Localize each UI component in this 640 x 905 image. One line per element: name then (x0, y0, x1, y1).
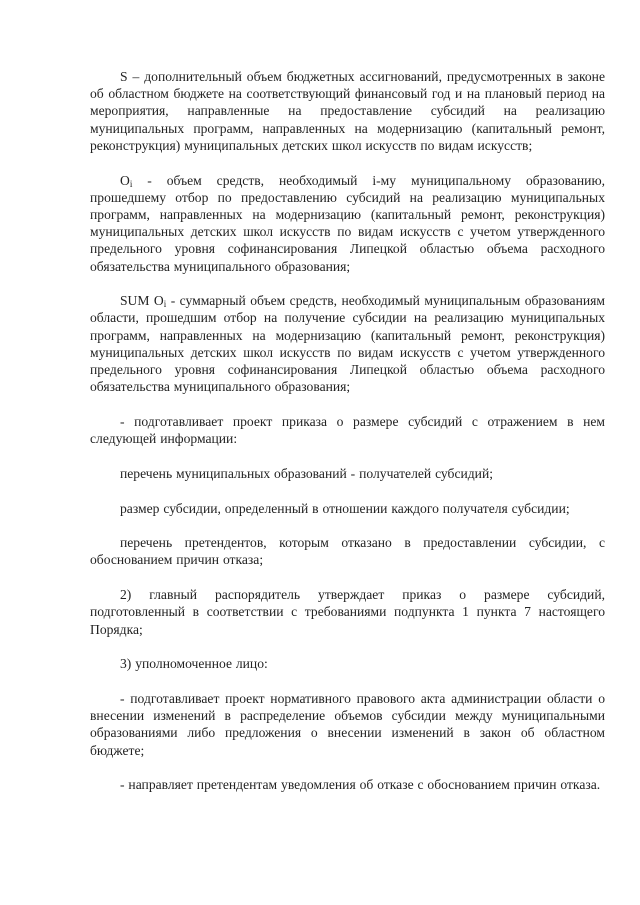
symbol-subscript: i (129, 178, 133, 189)
paragraph-send-notice (90, 776, 605, 793)
paragraph-s-definition (90, 68, 605, 154)
paragraph-text: 3) уполномоченное лицо: (120, 656, 268, 672)
paragraph-item-3 (90, 655, 605, 672)
paragraph-prepare-act (90, 690, 605, 759)
symbol-subscript: i (163, 299, 167, 310)
symbol-sum-o: SUM O (120, 293, 164, 309)
paragraph-recipients-list (90, 465, 605, 482)
paragraph-item-2 (90, 586, 605, 638)
paragraph-sum-oi-definition (90, 292, 605, 395)
paragraph-text: перечень муниципальных образований - получателей субсидий; (120, 465, 494, 481)
paragraph-text: S – дополнительный объем бюджетных ассигнований, предусмотренных в законе об областном бюджете на соответствующий финансовый год и на плановый период на мероприятия, направленные на предоставление субсидий на реализацию муниципальных программ, направленных на модернизацию (капитальный ремонт, реконструкция) муниципальных детских школ искусств по видам искусств; (90, 69, 605, 153)
paragraph-text: перечень претендентов, которым отказано в предоставлении субсидии, с обоснованием причин отказа; (90, 535, 605, 568)
paragraph-subsidy-size (90, 500, 605, 517)
document-body (90, 68, 605, 811)
paragraph-text: - направляет претендентам уведомления об отказе с обоснованием причин отказа. (120, 777, 601, 793)
paragraph-text: - подготавливает проект нормативного правового акта администрации области о внесении изменений в распределение объемов субсидии между муниципальными образованиями либо предложения о внесении изменений в закон об областном бюджете; (90, 690, 605, 758)
paragraph-refused-list (90, 534, 605, 568)
paragraph-text: - объем средств, необходимый i-му муниципальному образованию, прошедшему отбор по предоставлению субсидий на реализацию муниципальных программ, направленных на модернизацию (капитальный ремонт, реконструкция) муниципальных детских школ искусств по видам искусств с учетом утвержденного предельного уровня софинансирования Липецкой областью объема расходного обязательства муниципального образования; (90, 172, 605, 274)
paragraph-prepare-order (90, 413, 605, 447)
paragraph-text: 2) главный распорядитель утверждает приказ о размере субсидий, подготовленный в соответствии с требованиями подпункта 1 пункта 7 настоящего Порядка; (90, 587, 605, 637)
paragraph-text: - суммарный объем средств, необходимый муниципальным образованиям области, прошедшим отбор на получение субсидии на реализацию муниципальных программ, направленных на модернизацию (капитальный ремонт, реконструкция) муниципальных детских школ искусств по видам искусств с учетом утвержденного предельного уровня софинансирования Липецкой областью объема расходного обязательства муниципального образования; (90, 293, 605, 395)
paragraph-text: - подготавливает проект приказа о размере субсидий с отражением в нем следующей информации: (90, 413, 605, 447)
symbol-o: O (120, 172, 130, 188)
paragraph-oi-definition (90, 172, 605, 275)
paragraph-text: размер субсидии, определенный в отношении каждого получателя субсидии; (120, 500, 570, 516)
